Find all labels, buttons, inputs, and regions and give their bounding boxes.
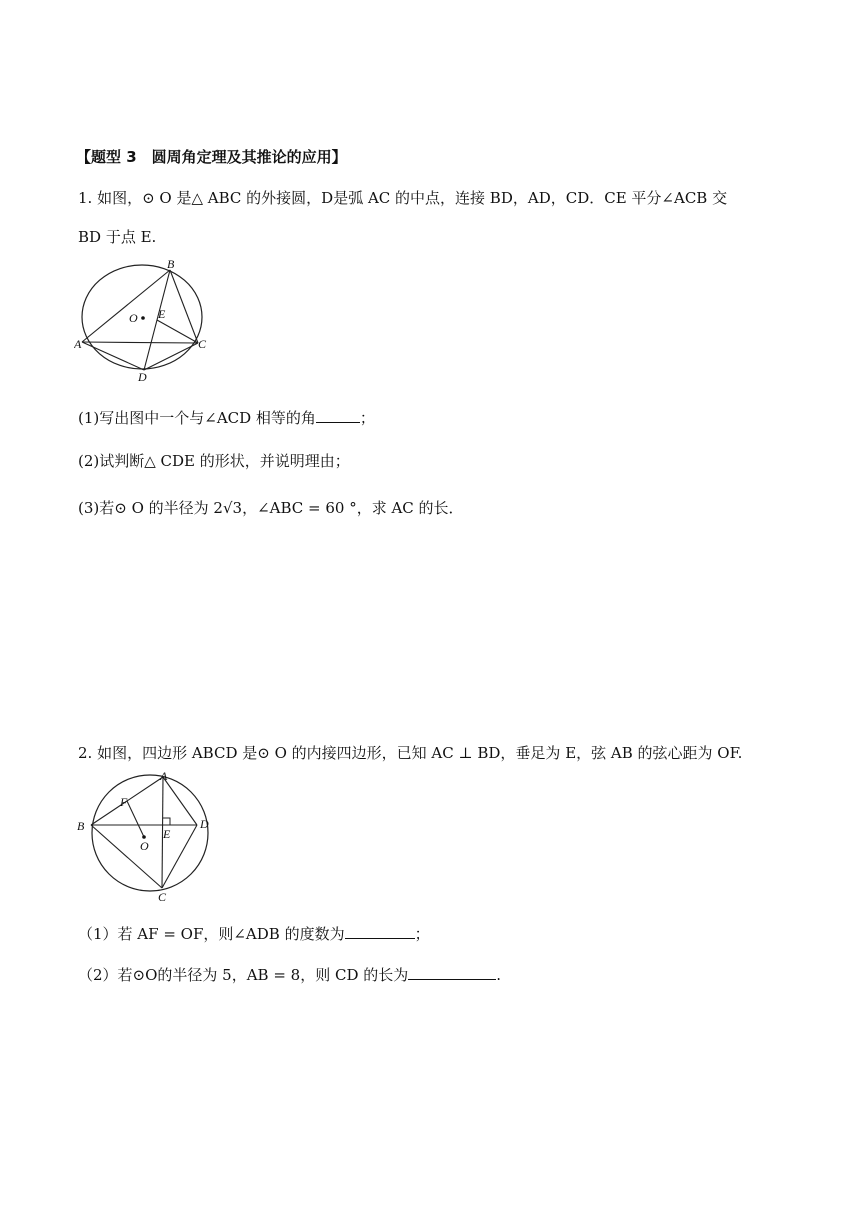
q2-part1-answer-blank[interactable] [345, 924, 415, 939]
q1-stem-line1: 1. 如图，⊙ O 是△ ABC 的外接圆，D是弧 AC 的中点，连接 BD，AD，CD．CE 平分∠ACB 交 [78, 189, 728, 207]
q2-part1-text: （1）若 AF = OF，则∠ADB 的度数为 [78, 925, 345, 943]
q1-label-B: B [167, 258, 175, 271]
q1-part2: (2)试判断△ CDE 的形状，并说明理由； [78, 452, 350, 470]
q2-segment-BC [91, 825, 162, 888]
q2-part1 [78, 923, 430, 945]
q1-label-D: D [138, 370, 147, 384]
q1-segment-AC [82, 342, 198, 343]
q1-figure [74, 258, 214, 384]
q2-label-O: O [140, 839, 149, 853]
q2-circle [92, 775, 208, 891]
q1-segment-BC [170, 270, 198, 343]
q1-segment-CE [157, 320, 198, 343]
q1-part1-suffix: ； [359, 409, 375, 427]
q1-label-A: A [74, 337, 82, 351]
q1-segment-CD [144, 343, 198, 370]
q1-label-O: O [129, 311, 138, 325]
q2-label-C: C [158, 890, 167, 904]
q1-segment-AD [82, 342, 144, 370]
q1-part1-answer-blank[interactable] [316, 408, 360, 423]
q2-label-B: B [77, 819, 85, 833]
q2-figure [74, 770, 219, 905]
q2-part2 [78, 964, 501, 986]
q1-part3: (3)若⊙ O 的半径为 2√3，∠ABC = 60 °，求 AC 的长． [78, 499, 464, 517]
q1-center-dot [141, 316, 145, 320]
q2-part2-suffix: . [496, 966, 502, 984]
q2-label-A: A [160, 770, 168, 783]
q2-label-D: D [200, 817, 209, 831]
q2-part2-text: （2）若⊙O的半径为 5，AB = 8，则 CD 的长为 [78, 966, 409, 984]
q1-label-E: E [158, 307, 166, 321]
q2-part1-suffix: ； [414, 925, 430, 943]
q2-right-angle-mark [163, 818, 170, 825]
q2-stem: 2. 如图，四边形 ABCD 是⊙ O 的内接四边形，已知 AC ⊥ BD，垂足为 E，弦 AB 的弦心距为 OF. [78, 744, 743, 762]
q1-stem-line2: BD 于点 E. [78, 228, 157, 246]
section-heading: 【题型 3 圆周角定理及其推论的应用】 [76, 148, 347, 166]
q1-part1 [78, 407, 375, 429]
q1-part1-text: (1)写出图中一个与∠ACD 相等的角 [78, 409, 316, 427]
q1-label-C: C [198, 337, 207, 351]
q2-label-E: E [163, 827, 171, 841]
q2-label-F: F [120, 795, 128, 809]
q1-segment-AB [82, 270, 170, 342]
q2-segment-OF [127, 801, 144, 837]
q2-part2-answer-blank[interactable] [408, 965, 496, 980]
